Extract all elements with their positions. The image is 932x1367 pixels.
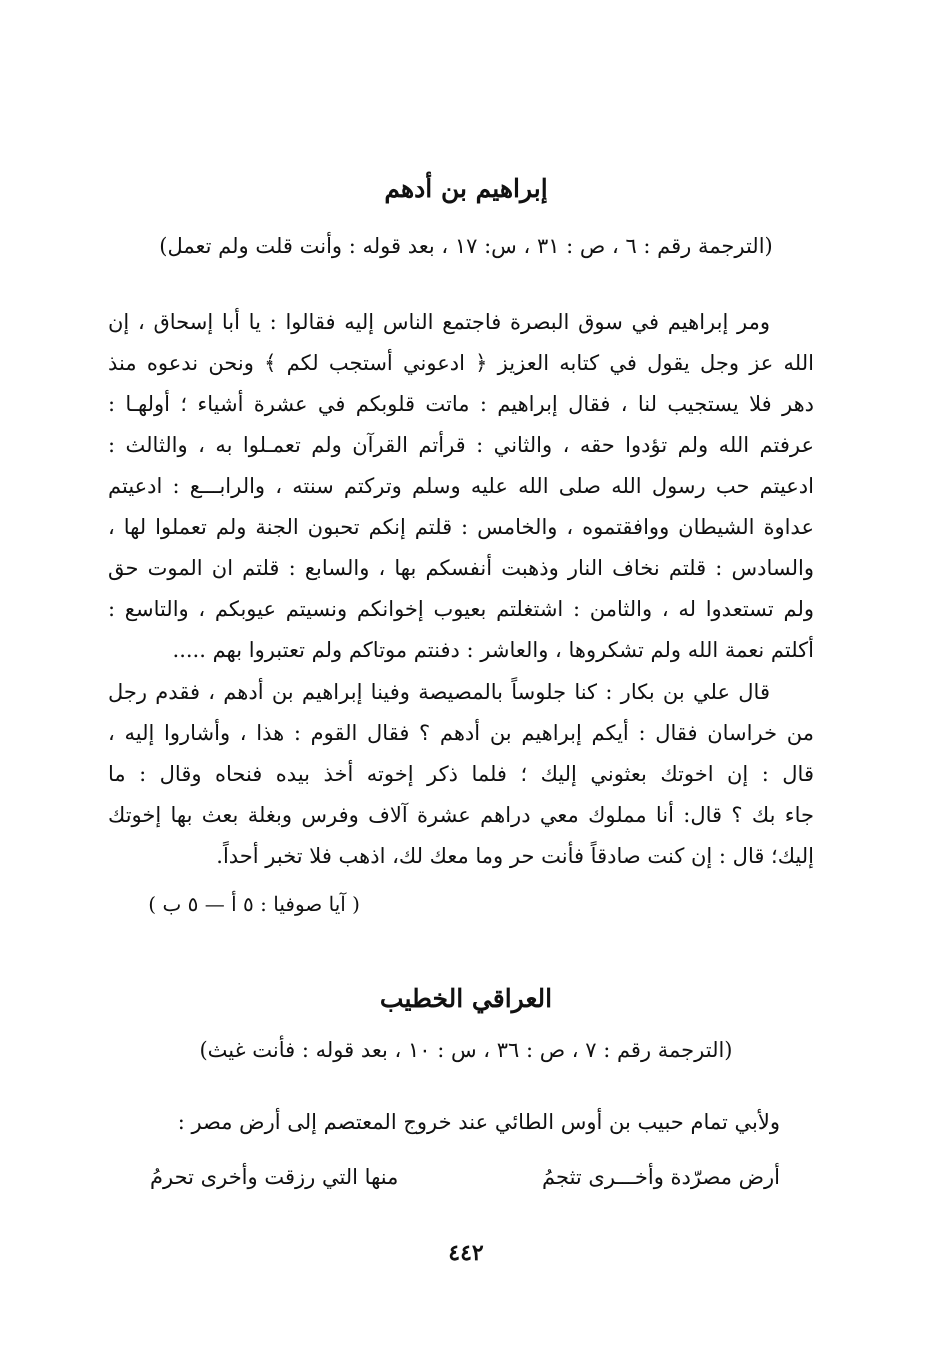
entry-title: العراقي الخطيب: [379, 984, 553, 1013]
source-citation: ( آيا صوفيا : ٥ أ — ٥ ب ): [148, 892, 360, 916]
entry-reference: (الترجمة رقم : ٧ ، ص : ٣٦ ، س : ١٠ ، بعد قوله : فأنت غيث): [199, 1038, 733, 1062]
paragraph-line: الله عز وجل يقول في كتابه العزيز ﴿ ادعوني أستجب لكم ﴾ ونحن ندعوه منذ: [108, 351, 814, 375]
paragraph-line: دهر فلا يستجيب لنا ، فقال إبراهيم : ماتت قلوبكم في عشرة أشياء ؛ أولهـا :: [108, 392, 814, 416]
verse-second-hemistich: منها التي رزقت وأخرى تحرمُ: [150, 1165, 399, 1189]
entry-paragraph: [108, 302, 814, 671]
paragraph-line: ادعيتم حب رسول الله صلى الله عليه وسلم وتركتم سنته ، والرابـــع : ادعيتم: [108, 474, 814, 498]
paragraph-line: إليك؛ قال : إن كنت صادقاً فأنت حر وما معك لك، اذهب فلا تخبر أحداً.: [216, 844, 814, 868]
verse-intro: ولأبي تمام حبيب بن أوس الطائي عند خروج المعتصم إلى أرض مصر :: [177, 1110, 780, 1134]
paragraph-line: ولم تستعدوا له ، والثامن : اشتغلتم بعيوب إخوانكم ونسيتم عيوبكم ، والتاسع :: [108, 597, 814, 621]
paragraph-line: عرفتم الله ولم تؤدوا حقه ، والثاني : قرأتم القرآن ولم تعمـلوا به ، والثالث :: [108, 433, 814, 457]
verse-first-hemistich: أرض مصرّدة وأخـــرى تثجمُ: [542, 1165, 780, 1189]
paragraph-line: جاء بك ؟ قال: أنا مملوك معي دراهم عشرة آلاف وفرس وبغلة بعث بها إخوتك: [108, 803, 814, 827]
entry-reference: (الترجمة رقم : ٦ ، ص : ٣١ ، س: ١٧ ، بعد قوله : وأنت قلت ولم تعمل): [159, 234, 773, 258]
paragraph-line: ومر إبراهيم في سوق البصرة فاجتمع الناس إليه فقالوا : يا أبا إسحاق ، إن: [108, 310, 770, 334]
paragraph-line: أكلتم نعمة الله ولم تشكروها ، والعاشر : دفنتم موتاكم ولم تعتبروا بهم .....: [172, 638, 814, 662]
paragraph-line: والسادس : قلتم نخاف النار وذهبت أنفسكم بها ، والسابع : قلتم ان الموت حق: [108, 556, 814, 580]
entry-paragraph: [108, 672, 814, 877]
verse-line: [150, 1160, 780, 1194]
page-number: ٤٤٢: [448, 1240, 484, 1266]
paragraph-line: قال علي بن بكار : كنا جلوساً بالمصيصة وفينا إبراهيم بن أدهم ، فقدم رجل: [108, 680, 770, 704]
entry-title: إبراهيم بن أدهم: [384, 174, 548, 203]
paragraph-line: قال : إن اخوتك بعثوني إليك ؛ فلما ذكر إخوته أخذ بيده فنحاه وقال : ما: [108, 762, 814, 786]
paragraph-line: عداوة الشيطان ووافقتموه ، والخامس : قلتم إنكم تحبون الجنة ولم تعملوا لها ،: [108, 515, 814, 539]
paragraph-line: من خراسان فقال : أيكم إبراهيم بن أدهم ؟ فقال القوم : هذا ، وأشاروا إليه ،: [108, 721, 814, 745]
